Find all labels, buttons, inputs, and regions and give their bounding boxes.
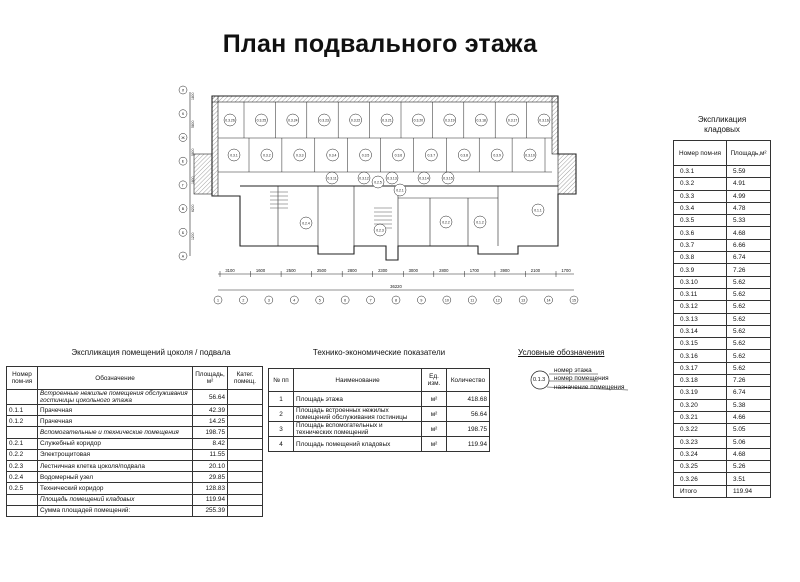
plan-room-second: 0.3.6: [394, 153, 403, 158]
side-dim-label: 5800: [191, 148, 195, 156]
explication-row: [7, 483, 263, 494]
storage-row-num: 0.3.10: [674, 276, 727, 288]
plan-room-second: 0.3.7: [427, 153, 436, 158]
explication-row: [7, 505, 263, 516]
tech-row-unit: м²: [422, 437, 447, 452]
storage-row: [674, 436, 771, 448]
axis-letter: Л: [181, 88, 185, 93]
explication-row-cat: [228, 449, 263, 460]
axis-letter: Е: [181, 159, 185, 164]
axis-number: 5: [318, 298, 321, 303]
explication-row: [7, 390, 263, 405]
storage-row-area: 3.51: [727, 473, 771, 485]
axis-number: 12: [495, 298, 500, 303]
dim-label: 2500: [316, 268, 327, 273]
explication-row-name: Вспомогательные и технические помещения: [38, 427, 193, 438]
storage-caption-line1: Экспликация: [697, 115, 747, 124]
explication-row-num: 0.2.1: [7, 438, 38, 449]
axis-number: 2: [242, 298, 245, 303]
explication-row-name: Водомерный узел: [38, 472, 193, 483]
storage-row-num: 0.3.6: [674, 227, 727, 239]
storage-row: [674, 362, 771, 374]
explication-row-cat: [228, 427, 263, 438]
tech-table: [268, 368, 490, 452]
storage-total-label: Итого: [674, 485, 727, 497]
storage-total-value: 119.94: [727, 485, 771, 497]
plan-room-lower: 0.2.3: [376, 228, 384, 233]
storage-row: [674, 252, 771, 264]
legend-caption: Условные обозначения: [518, 348, 605, 357]
axis-letter: К: [181, 112, 185, 117]
explication-row-name: Встроенные нежилые помещения обслуживания гостиницы цокольного этажа: [38, 390, 193, 405]
storage-row: [674, 264, 771, 276]
storage-row: [674, 399, 771, 411]
plan-room-second: 0.3.2: [263, 153, 271, 158]
storage-row-num: 0.3.16: [674, 350, 727, 362]
side-dim-label: 1800: [191, 176, 195, 184]
legend-item-room: номер помещения: [554, 375, 609, 382]
storage-row-num: 0.3.25: [674, 461, 727, 473]
explication-row-area: 56.64: [193, 390, 228, 405]
storage-row-num: 0.3.15: [674, 338, 727, 350]
explication-row: [7, 449, 263, 460]
dim-label: 2800: [347, 268, 357, 273]
plan-room-top: 0.3.24: [288, 118, 298, 123]
plan-room-lower: 0.3.11: [327, 176, 337, 181]
storage-row: [674, 178, 771, 190]
storage-row: [674, 313, 771, 325]
storage-row-num: 0.3.22: [674, 424, 727, 436]
axis-number: 3: [267, 298, 270, 303]
explication-row-name: Сумма площадей помещений:: [38, 505, 193, 516]
storage-row-num: 0.3.9: [674, 264, 727, 276]
storage-header-area: Площадь,м²: [727, 141, 771, 166]
plan-room-second: 0.3.8: [460, 153, 468, 158]
plan-room-second: 0.3.3: [296, 153, 304, 158]
tech-row: [269, 437, 490, 452]
plan-room-top: 0.3.16: [539, 118, 549, 123]
storage-row-num: 0.3.7: [674, 239, 727, 251]
explication-row-num: [7, 390, 38, 405]
explication-row-area: 128.83: [193, 483, 228, 494]
storage-row-num: 0.3.19: [674, 387, 727, 399]
storage-row-area: 5.06: [727, 436, 771, 448]
storage-row-num: 0.3.20: [674, 399, 727, 411]
storage-row-num: 0.3.5: [674, 215, 727, 227]
storage-row-area: 5.62: [727, 338, 771, 350]
axis-number: 1: [217, 298, 219, 303]
dim-label: 2800: [439, 268, 449, 273]
storage-caption: [673, 115, 771, 135]
plan-room-lower: 0.2.5: [374, 180, 382, 185]
storage-row: [674, 424, 771, 436]
plan-room-top: 0.3.23: [319, 118, 329, 123]
explication-row-name: Лестничная клетка цоколя/подвала: [38, 460, 193, 471]
explication-row-name: Электрощитовая: [38, 449, 193, 460]
dim-label: 3900: [500, 268, 510, 273]
axis-letter: Б: [181, 230, 185, 235]
explication-row: [7, 460, 263, 471]
explication-row-cat: [228, 505, 263, 516]
storage-row: [674, 166, 771, 178]
explication-row-area: 29.85: [193, 472, 228, 483]
tech-row: [269, 422, 490, 437]
explication-row-num: [7, 494, 38, 505]
explication-row-num: 0.2.3: [7, 460, 38, 471]
plan-room-lower: 0.2.1: [396, 188, 404, 193]
dim-label: 2100: [530, 268, 541, 273]
side-dim-label: 1200: [191, 232, 195, 240]
explication-row-name: Площадь помещений кладовых: [38, 494, 193, 505]
explication-row-cat: [228, 438, 263, 449]
storage-row: [674, 215, 771, 227]
storage-row: [674, 375, 771, 387]
storage-row-num: 0.3.18: [674, 375, 727, 387]
storage-row-num: 0.3.11: [674, 288, 727, 300]
storage-row-area: 5.05: [727, 424, 771, 436]
storage-row-area: 4.91: [727, 178, 771, 190]
storage-row: [674, 350, 771, 362]
tech-caption: Технико-экономические показатели: [312, 348, 446, 357]
explication-header-name: Обозначение: [38, 367, 193, 390]
storage-row-area: 5.59: [727, 166, 771, 178]
axis-number: 14: [546, 298, 551, 303]
explication-row-cat: [228, 405, 263, 416]
plan-room-lower: 0.3.14: [419, 176, 429, 181]
explication-row-num: 0.2.5: [7, 483, 38, 494]
tech-row-n: 1: [269, 392, 294, 407]
storage-row: [674, 227, 771, 239]
legend: [528, 364, 638, 400]
legend-symbol-label: 0.1.3: [533, 377, 546, 383]
storage-row-area: 6.66: [727, 239, 771, 251]
plan-room-lower: 0.3.15: [443, 176, 453, 181]
plan-room-second: 0.3.1: [230, 153, 238, 158]
storage-row-num: 0.3.17: [674, 362, 727, 374]
side-dim-label: 6200: [191, 204, 195, 212]
tech-row: [269, 407, 490, 422]
storage-row: [674, 239, 771, 251]
total-dim-label: 36220: [390, 284, 402, 289]
plan-room-top: 0.3.25: [256, 118, 267, 123]
explication-row: [7, 494, 263, 505]
plan-room-top: 0.3.17: [507, 118, 518, 123]
explication-row-num: 0.1.2: [7, 416, 38, 427]
storage-row-num: 0.3.4: [674, 202, 727, 214]
plan-room-second: 0.3.4: [328, 153, 337, 158]
explication-row: [7, 472, 263, 483]
plan-room-lower: 0.1.1: [534, 208, 542, 213]
storage-row-area: 4.78: [727, 202, 771, 214]
plan-room-lower: 0.3.13: [387, 176, 397, 181]
storage-row: [674, 202, 771, 214]
tech-row-unit: м²: [422, 392, 447, 407]
dim-label: 1700: [469, 268, 480, 273]
dim-label: 3000: [408, 268, 418, 273]
axis-number: 9: [420, 298, 423, 303]
axis-number: 11: [470, 298, 475, 303]
explication-header-area: Площадь, м²: [193, 367, 228, 390]
tech-header-qty: Количество: [447, 369, 490, 392]
dim-label: 2500: [286, 268, 296, 273]
storage-row-num: 0.3.24: [674, 448, 727, 460]
tech-row-unit: м²: [422, 407, 447, 422]
storage-row: [674, 276, 771, 288]
plan-room-lower: 0.2.2: [442, 220, 450, 225]
explication-row: [7, 405, 263, 416]
explication-row-area: 20.10: [193, 460, 228, 471]
explication-row-cat: [228, 483, 263, 494]
explication-caption: Экспликация помещений цоколя / подвала: [71, 348, 231, 357]
storage-row-num: 0.3.3: [674, 190, 727, 202]
explication-row-name: Служебный коридор: [38, 438, 193, 449]
storage-row: [674, 190, 771, 202]
storage-row-area: 5.62: [727, 276, 771, 288]
explication-row-cat: [228, 390, 263, 405]
explication-row-name: Прачечная: [38, 405, 193, 416]
side-dim-label: 1800: [191, 92, 195, 100]
axis-letter: Ж: [181, 135, 185, 140]
plan-room-lower: 0.3.12: [359, 176, 369, 181]
storage-row: [674, 288, 771, 300]
storage-row-area: 5.33: [727, 215, 771, 227]
storage-row-area: 5.62: [727, 325, 771, 337]
dim-label: 3100: [225, 268, 235, 273]
storage-row-area: 5.38: [727, 399, 771, 411]
axis-number: 7: [369, 298, 372, 303]
dim-label: 1600: [255, 268, 266, 273]
explication-row-cat: [228, 494, 263, 505]
axis-number: 13: [521, 298, 526, 303]
tech-header-name: Наименование: [294, 369, 422, 392]
plan-room-top: 0.3.20: [413, 118, 424, 123]
storage-total-row: [674, 485, 771, 497]
plan-room-top: 0.3.19: [445, 118, 455, 123]
storage-row-num: 0.3.2: [674, 178, 727, 190]
storage-row-area: 6.74: [727, 252, 771, 264]
storage-row-area: 5.62: [727, 301, 771, 313]
explication-row-num: 0.2.4: [7, 472, 38, 483]
plan-room-lower: 0.2.4: [302, 221, 310, 226]
explication-row-cat: [228, 472, 263, 483]
axis-number: 8: [395, 298, 397, 303]
storage-row-area: 4.66: [727, 411, 771, 423]
plan-room-top: 0.3.21: [382, 118, 392, 123]
explication-header-cat: Катег. помещ.: [228, 367, 263, 390]
plan-room-top: 0.3.26: [225, 118, 235, 123]
storage-row: [674, 387, 771, 399]
explication-row-area: 11.55: [193, 449, 228, 460]
explication-row-area: 198.75: [193, 427, 228, 438]
storage-row: [674, 301, 771, 313]
plan-room-top: 0.3.22: [350, 118, 361, 123]
explication-row: [7, 438, 263, 449]
explication-table: [6, 366, 263, 517]
tech-row-n: 2: [269, 407, 294, 422]
tech-row-qty: 119.94: [447, 437, 490, 452]
tech-row-name: Площадь этажа: [294, 392, 422, 407]
axis-number: 6: [344, 298, 347, 303]
tech-header-unit: Ед. изм.: [422, 369, 447, 392]
storage-row: [674, 473, 771, 485]
plan-room-top: 0.3.18: [476, 118, 486, 123]
storage-row-num: 0.3.14: [674, 325, 727, 337]
explication-row-num: [7, 505, 38, 516]
legend-item-floor: номер этажа: [554, 367, 592, 374]
storage-row-area: 7.26: [727, 375, 771, 387]
storage-row-area: 5.62: [727, 362, 771, 374]
storage-row-area: 6.74: [727, 387, 771, 399]
dim-label: 1700: [561, 268, 571, 273]
explication-row-area: 42.39: [193, 405, 228, 416]
storage-row: [674, 325, 771, 337]
tech-header-n: № пп: [269, 369, 294, 392]
explication-row-area: 255.39: [193, 505, 228, 516]
storage-row-num: 0.3.26: [674, 473, 727, 485]
storage-row-num: 0.3.13: [674, 313, 727, 325]
explication-row-num: 0.1.1: [7, 405, 38, 416]
storage-row-num: 0.3.21: [674, 411, 727, 423]
storage-row-area: 4.99: [727, 190, 771, 202]
tech-row-qty: 56.64: [447, 407, 490, 422]
explication-row-area: 14.25: [193, 416, 228, 427]
storage-row-area: 5.62: [727, 288, 771, 300]
axis-number: 4: [293, 298, 296, 303]
explication-row: [7, 427, 263, 438]
tech-row-name: Площадь вспомогательных и технических помещений: [294, 422, 422, 437]
explication-row-cat: [228, 460, 263, 471]
storage-row-num: 0.3.8: [674, 252, 727, 264]
tech-row-qty: 198.75: [447, 422, 490, 437]
storage-row-area: 5.26: [727, 461, 771, 473]
tech-row-qty: 418.68: [447, 392, 490, 407]
plan-room-second: 0.3.9: [493, 153, 501, 158]
tech-row-name: Площадь помещений кладовых: [294, 437, 422, 452]
plan-room-second: 0.3.10: [525, 153, 535, 158]
floor-plan: [178, 78, 590, 310]
explication-row-name: Технический коридор: [38, 483, 193, 494]
explication-row-num: 0.2.2: [7, 449, 38, 460]
explication-row-name: Прачечная: [38, 416, 193, 427]
storage-row-num: 0.3.12: [674, 301, 727, 313]
storage-row-area: 4.68: [727, 227, 771, 239]
storage-row-num: 0.3.23: [674, 436, 727, 448]
tech-row-name: Площадь встроенных нежилых помещений обслуживания гостиницы: [294, 407, 422, 422]
page-title: План подвального этажа: [222, 30, 538, 58]
tech-row-n: 3: [269, 422, 294, 437]
storage-row-num: 0.3.1: [674, 166, 727, 178]
storage-header-num: Номер пом-ия: [674, 141, 727, 166]
side-dim-label: 5800: [191, 120, 195, 128]
legend-item-purpose: назначение помещения: [554, 384, 625, 391]
plan-room-second: 0.3.5: [361, 153, 370, 158]
axis-letter: А: [181, 254, 185, 259]
tech-row-unit: м²: [422, 422, 447, 437]
plan-room-lower: 0.1.2: [476, 220, 484, 225]
explication-row-area: 8.42: [193, 438, 228, 449]
axis-number: 15: [572, 298, 576, 303]
dim-label: 2300: [378, 268, 388, 273]
storage-row-area: 5.62: [727, 313, 771, 325]
tech-row: [269, 392, 490, 407]
storage-table: [673, 140, 771, 498]
storage-row: [674, 338, 771, 350]
explication-row-num: [7, 427, 38, 438]
storage-row: [674, 411, 771, 423]
storage-row: [674, 461, 771, 473]
storage-row-area: 5.62: [727, 350, 771, 362]
explication-row: [7, 416, 263, 427]
storage-row: [674, 448, 771, 460]
storage-row-area: 4.68: [727, 448, 771, 460]
axis-letter: В: [181, 207, 185, 212]
axis-letter: Г: [182, 183, 184, 188]
storage-row-area: 7.26: [727, 264, 771, 276]
tech-row-n: 4: [269, 437, 294, 452]
axis-number: 10: [444, 298, 449, 303]
explication-header-num: Номер пом-ия: [7, 367, 38, 390]
explication-row-cat: [228, 416, 263, 427]
storage-caption-line2: кладовых: [704, 125, 740, 134]
explication-row-area: 119.94: [193, 494, 228, 505]
